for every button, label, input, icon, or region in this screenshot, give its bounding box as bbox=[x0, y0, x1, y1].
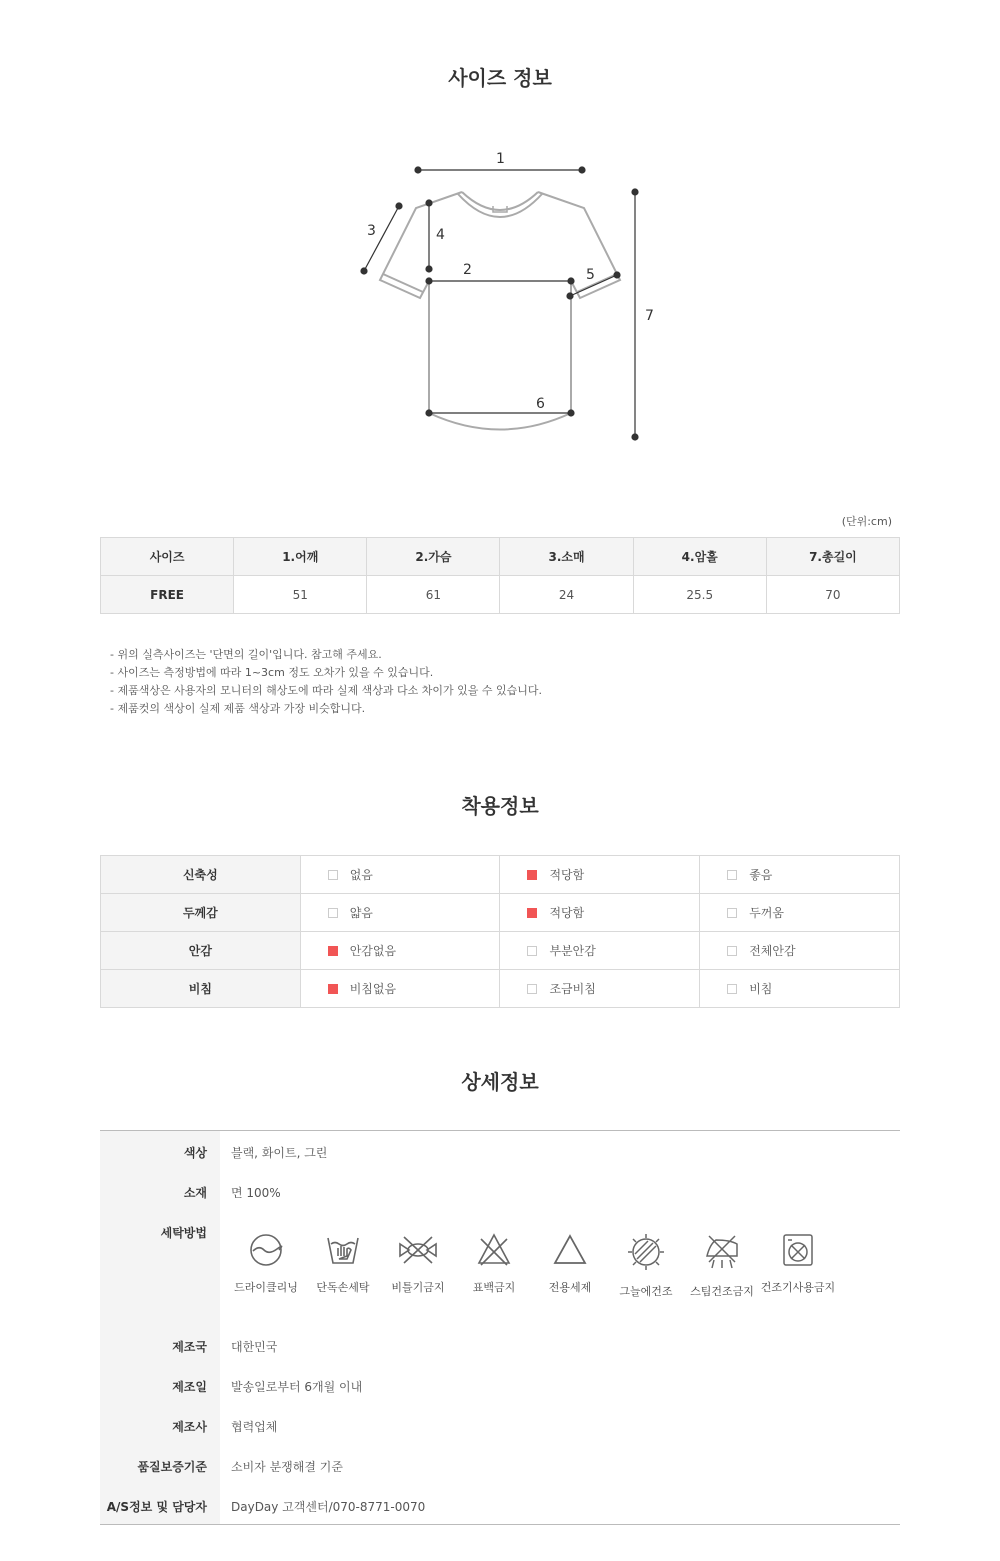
no-wring-icon bbox=[398, 1232, 438, 1268]
neutral-detergent-icon bbox=[552, 1232, 588, 1268]
size-info-title: 사이즈 정보 bbox=[448, 66, 552, 90]
note-line: - 사이즈는 측정방법에 따라 1~3cm 정도 오차가 있을 수 있습니다. bbox=[110, 666, 434, 679]
hand-wash-icon bbox=[325, 1232, 361, 1268]
tshirt-size-diagram bbox=[340, 140, 680, 450]
measure-label-5: 5 bbox=[586, 267, 595, 283]
checkbox-icon bbox=[328, 870, 338, 880]
fit-option: 얇음 bbox=[300, 894, 500, 932]
detail-value: 면 100% bbox=[231, 1186, 281, 1200]
note-line: - 제품색상은 사용자의 모니터의 해상도에 따라 실제 색상과 다소 차이가 있을 수 있습니다. bbox=[110, 684, 542, 697]
measure-label-6: 6 bbox=[536, 396, 545, 412]
fit-table bbox=[100, 855, 900, 1008]
detail-value: 협력업체 bbox=[231, 1420, 278, 1434]
dry-clean-icon bbox=[248, 1232, 284, 1268]
size-header-cell: 사이즈 bbox=[101, 538, 234, 576]
fit-row-label: 비침 bbox=[101, 970, 301, 1008]
fit-row-label: 신축성 bbox=[101, 856, 301, 894]
no-steam-iron-icon bbox=[702, 1232, 742, 1272]
detail-label: 색상 bbox=[183, 1146, 207, 1160]
fit-info-title: 착용정보 bbox=[461, 794, 539, 818]
size-cell: 24 bbox=[500, 576, 633, 614]
detail-value: 블랙, 화이트, 그린 bbox=[231, 1146, 328, 1160]
fit-row-label: 두께감 bbox=[101, 894, 301, 932]
size-table-header bbox=[101, 538, 900, 576]
fit-row bbox=[101, 856, 900, 894]
wash-item bbox=[682, 1232, 762, 1299]
size-notes bbox=[110, 646, 542, 718]
detail-label: 소재 bbox=[183, 1186, 207, 1200]
detail-label: 세탁방법 bbox=[160, 1226, 207, 1240]
tshirt-outline bbox=[380, 192, 620, 430]
detail-value: DayDay 고객센터/070-8771-0070 bbox=[231, 1500, 426, 1514]
fit-option: 적당함 bbox=[500, 856, 700, 894]
fit-option: 좋음 bbox=[700, 856, 900, 894]
detail-value: 발송일로부터 6개월 이내 bbox=[231, 1380, 363, 1394]
no-tumble-dry-icon bbox=[780, 1232, 816, 1268]
wash-item bbox=[454, 1232, 534, 1295]
fit-option: 두꺼움 bbox=[700, 894, 900, 932]
fit-row bbox=[101, 970, 900, 1008]
no-bleach-icon bbox=[476, 1232, 512, 1268]
unit-label: (단위:cm) bbox=[841, 515, 892, 528]
checkbox-checked-icon bbox=[527, 908, 537, 918]
wash-label: 스팀건조금지 bbox=[690, 1285, 754, 1298]
detail-label: 제조사 bbox=[172, 1420, 207, 1434]
measure-label-7: 7 bbox=[645, 308, 654, 324]
fit-option: 비침 bbox=[700, 970, 900, 1008]
wash-label: 표백금지 bbox=[472, 1281, 516, 1294]
fit-row-label: 안감 bbox=[101, 932, 301, 970]
detail-info-title: 상세정보 bbox=[461, 1070, 539, 1094]
wash-item bbox=[226, 1232, 306, 1295]
size-header-cell: 7.총길이 bbox=[766, 538, 899, 576]
fit-option: 비침없음 bbox=[300, 970, 500, 1008]
checkbox-checked-icon bbox=[527, 870, 537, 880]
wash-label: 드라이클리닝 bbox=[234, 1281, 298, 1294]
checkbox-checked-icon bbox=[328, 946, 338, 956]
size-cell: 25.5 bbox=[633, 576, 766, 614]
fit-option: 조금비침 bbox=[500, 970, 700, 1008]
checkbox-icon bbox=[527, 984, 537, 994]
size-cell: 70 bbox=[766, 576, 899, 614]
shade-dry-icon bbox=[626, 1232, 666, 1272]
size-header-cell: 1.어깨 bbox=[234, 538, 367, 576]
size-table bbox=[100, 537, 900, 614]
detail-value: 대한민국 bbox=[231, 1340, 278, 1354]
fit-option: 부분안감 bbox=[500, 932, 700, 970]
measure-label-4: 4 bbox=[436, 227, 445, 243]
fit-row bbox=[101, 894, 900, 932]
checkbox-icon bbox=[727, 984, 737, 994]
size-cell: 51 bbox=[234, 576, 367, 614]
checkbox-icon bbox=[727, 946, 737, 956]
checkbox-icon bbox=[727, 908, 737, 918]
wash-label: 건조기사용금지 bbox=[760, 1281, 836, 1294]
checkbox-icon bbox=[727, 870, 737, 880]
detail-label: 제조일 bbox=[172, 1380, 207, 1394]
checkbox-checked-icon bbox=[328, 984, 338, 994]
fit-row bbox=[101, 932, 900, 970]
wash-item bbox=[530, 1232, 610, 1295]
detail-table bbox=[100, 1130, 900, 1525]
wash-item bbox=[378, 1232, 458, 1295]
wash-label: 단독손세탁 bbox=[316, 1281, 370, 1294]
wash-label: 비틀기금지 bbox=[391, 1281, 445, 1294]
measure-label-3: 3 bbox=[367, 223, 376, 239]
size-header-cell: 2.가슴 bbox=[367, 538, 500, 576]
measure-label-2: 2 bbox=[463, 262, 472, 278]
wash-item bbox=[758, 1232, 838, 1295]
size-header-cell: 4.암홀 bbox=[633, 538, 766, 576]
fit-option: 전체안감 bbox=[700, 932, 900, 970]
detail-label: A/S정보 및 담당자 bbox=[106, 1500, 207, 1514]
checkbox-icon bbox=[328, 908, 338, 918]
size-cell: FREE bbox=[101, 576, 234, 614]
wash-item bbox=[606, 1232, 686, 1299]
checkbox-icon bbox=[527, 946, 537, 956]
fit-option: 적당함 bbox=[500, 894, 700, 932]
wash-item bbox=[303, 1232, 383, 1295]
fit-option: 안감없음 bbox=[300, 932, 500, 970]
fit-option: 없음 bbox=[300, 856, 500, 894]
detail-value: 소비자 분쟁해결 기준 bbox=[231, 1460, 343, 1474]
size-table-row bbox=[101, 576, 900, 614]
note-line: - 제품컷의 색상이 실제 제품 색상과 가장 비슷합니다. bbox=[110, 702, 366, 715]
detail-label: 제조국 bbox=[172, 1340, 207, 1354]
wash-label: 전용세제 bbox=[548, 1281, 592, 1294]
size-cell: 61 bbox=[367, 576, 500, 614]
detail-label: 품질보증기준 bbox=[137, 1460, 207, 1474]
measure-label-1: 1 bbox=[496, 151, 505, 167]
note-line: - 위의 실측사이즈는 '단면의 길이'입니다. 참고해 주세요. bbox=[110, 648, 382, 661]
size-header-cell: 3.소매 bbox=[500, 538, 633, 576]
wash-label: 그늘에건조 bbox=[619, 1285, 673, 1298]
